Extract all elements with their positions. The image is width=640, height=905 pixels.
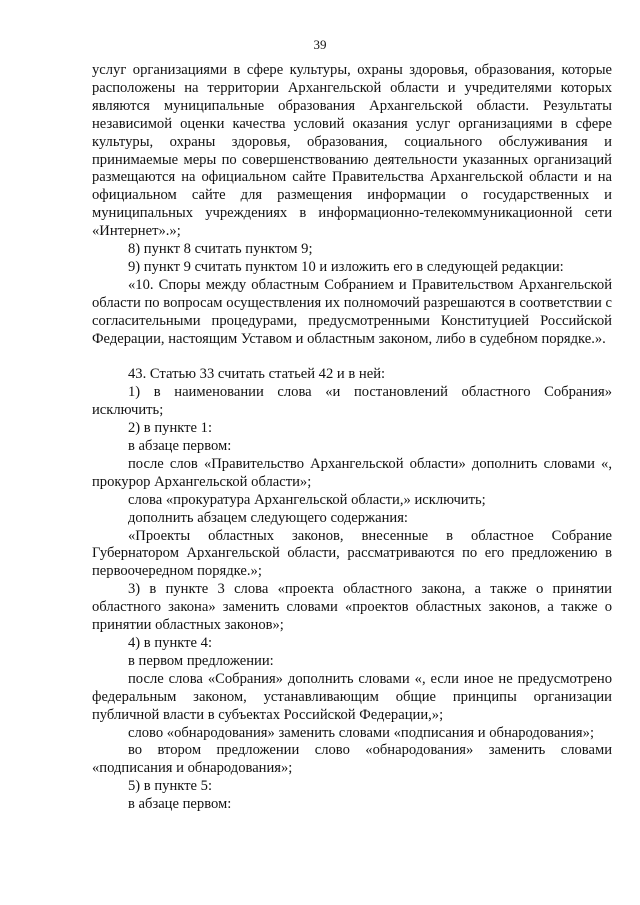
paragraph: дополнить абзацем следующего содержания: — [128, 509, 408, 526]
paragraph: услуг организациями в сфере культуры, охраны здоровья, образования, которые расположены на территории Архангельской области и учредителями которых являются муниципальные образования Архангельской области. Результаты независимой оценки качества условий оказания услуг организациями в сфере культуры, охраны здоровья, образования, социального обслуживания и принимаемые меры по совершенствованию деятельности указанных организаций размещаются на официальном сайте Правительства Архангельской области и на официальном сайте для размещения информации о государственных и муниципальных учреждениях в информационно-телекоммуникационной сети «Интернет».»; — [92, 62, 612, 240]
paragraph: 5) в пункте 5: — [128, 778, 213, 795]
paragraph: после слова «Собрания» дополнить словами «, если иное не предусмотрено федеральным законом, устанавливающим общие принципы организации публичной власти в субъектах Российской Федерации,»; — [92, 670, 612, 723]
paragraph: в абзаце первом: — [128, 438, 232, 455]
paragraph: 43. Статью 33 считать статьей 42 и в ней: — [128, 366, 386, 383]
paragraph: «10. Споры между областным Собранием и Правительством Архангельской области по вопросам осуществления их полномочий разрешаются в соответствии с согласительными процедурами, предусмотренными Конституцией Российской Федерации, настоящим Уставом и областным законом, либо в судебном порядке.». — [92, 276, 612, 347]
paragraph: после слов «Правительство Архангельской области» дополнить словами «, прокурор Архангельской области»; — [92, 455, 612, 490]
paragraph: 8) пункт 8 считать пунктом 9; — [128, 241, 313, 258]
paragraph: 9) пункт 9 считать пунктом 10 и изложить его в следующей редакции: — [128, 258, 564, 275]
paragraph-spacer — [92, 349, 612, 367]
paragraph: 2) в пункте 1: — [128, 420, 213, 437]
paragraph: 1) в наименовании слова «и постановлений областного Собрания» исключить; — [92, 384, 612, 419]
paragraph: слово «обнародования» заменить словами «подписания и обнародования»; — [128, 724, 594, 741]
page-number: 39 — [313, 37, 327, 52]
paragraph: слова «прокуратура Архангельской области,» исключить; — [128, 491, 486, 508]
paragraph: в первом предложении: — [128, 652, 274, 669]
paragraph: «Проекты областных законов, внесенные в областное Собрание Губернатором Архангельской области, рассматриваются по его предложению в первоочередном порядке.»; — [92, 527, 612, 580]
document-body — [92, 62, 612, 814]
paragraph: во втором предложении слово «обнародования» заменить словами «подписания и обнародования»; — [92, 742, 612, 777]
paragraph: 4) в пункте 4: — [128, 634, 213, 651]
paragraph: 3) в пункте 3 слова «проекта областного закона, а также о принятии областного закона» заменить словами «проектов областных законов, а также о принятии областных законов»; — [92, 581, 612, 634]
paragraph: в абзаце первом: — [128, 796, 232, 813]
